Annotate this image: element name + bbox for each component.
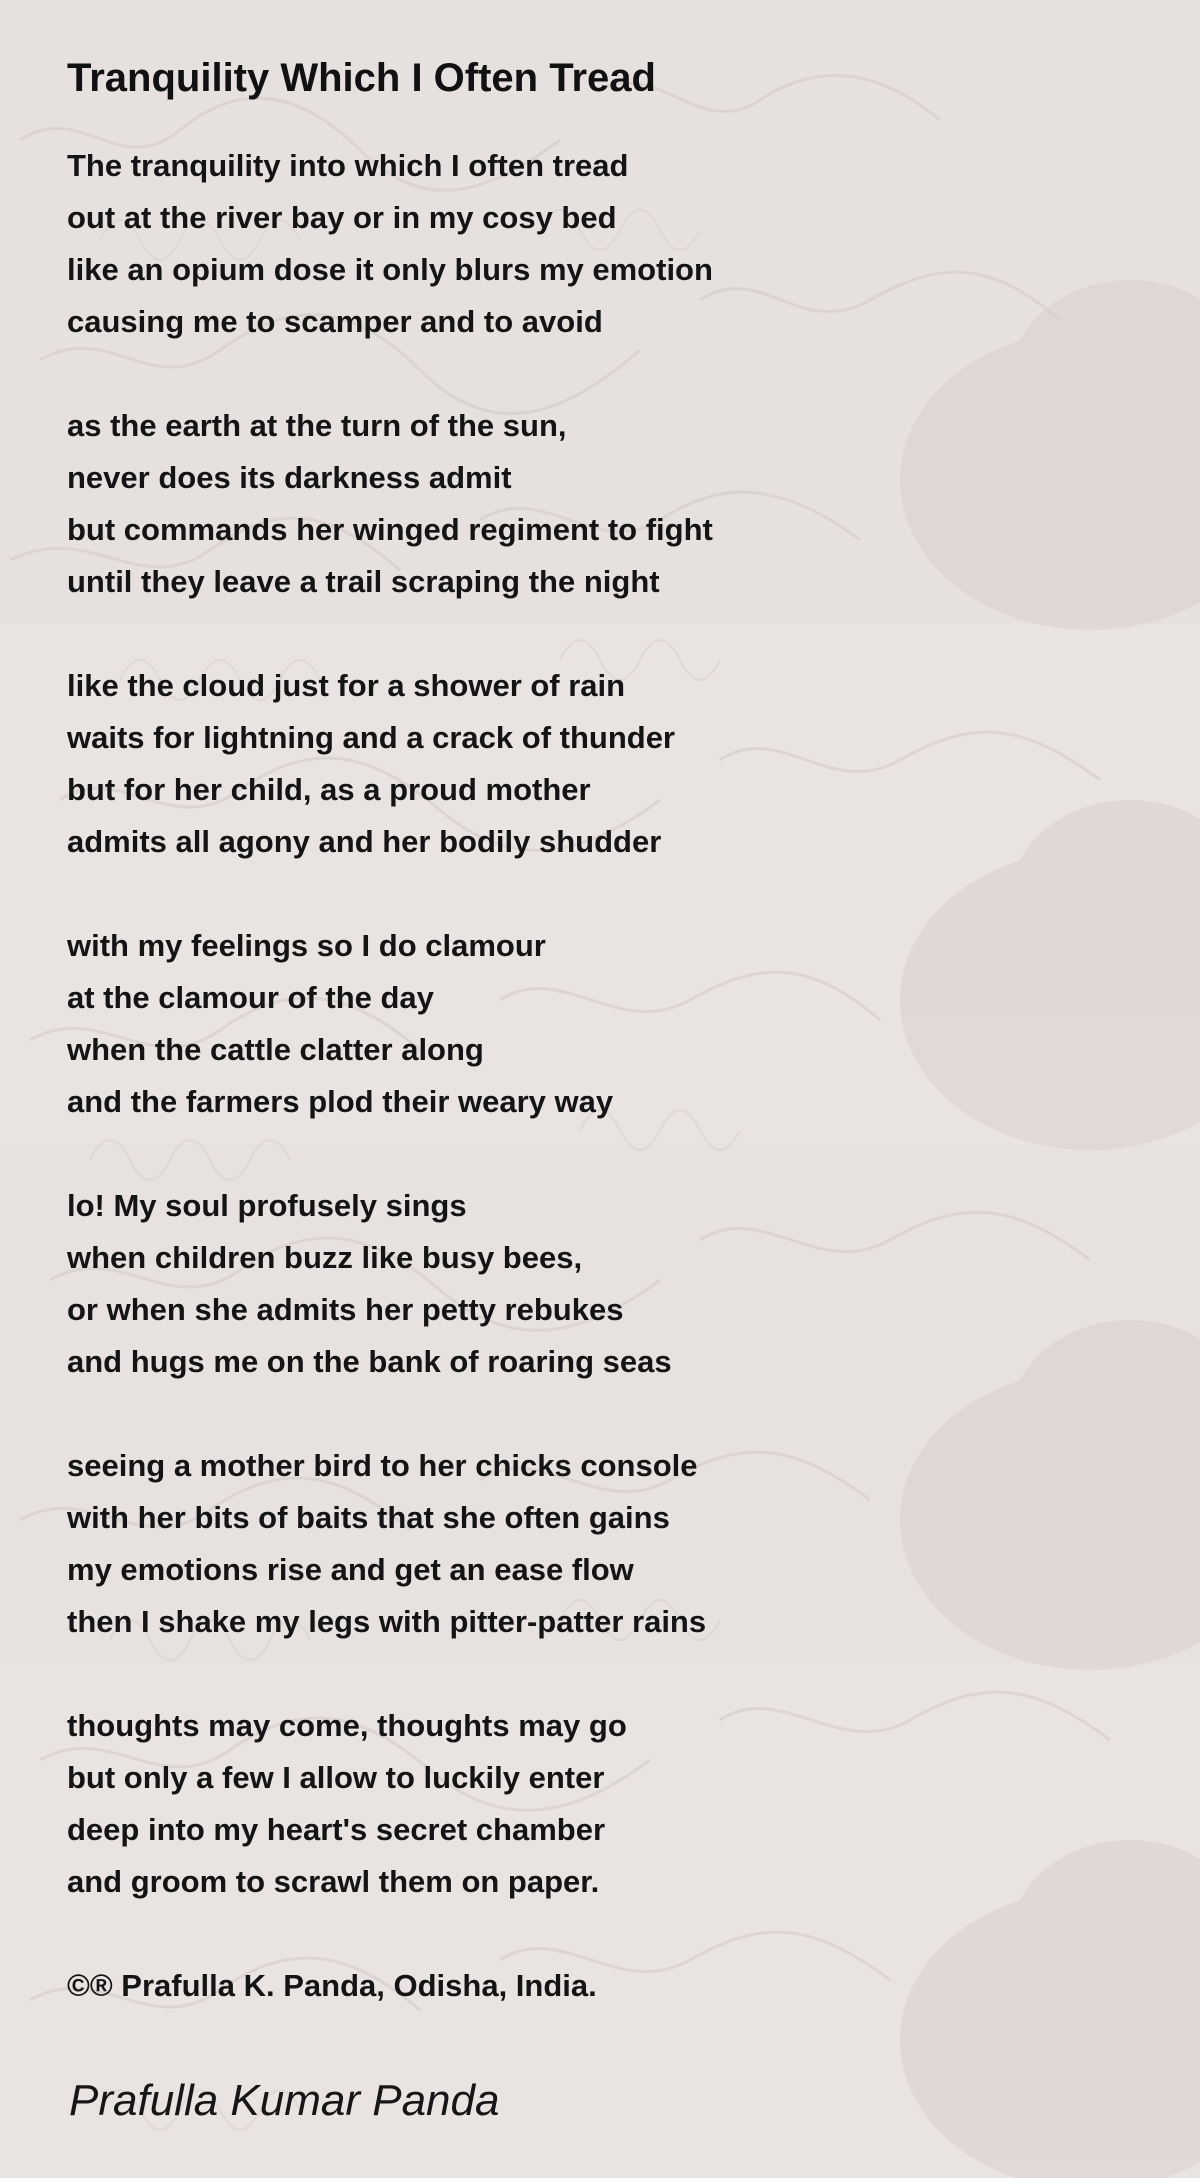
poem-line: until they leave a trail scraping the night <box>67 564 660 599</box>
poem-line: my emotions rise and get an ease flow <box>67 1552 634 1587</box>
poem-line: lo! My soul profusely sings <box>67 1188 467 1223</box>
poem-line: at the clamour of the day <box>67 980 434 1015</box>
poem-line: and groom to scrawl them on paper. <box>67 1864 600 1899</box>
stanza <box>67 660 1127 868</box>
poem-line: when children buzz like busy bees, <box>67 1240 583 1275</box>
author-name: Prafulla Kumar Panda <box>69 2076 500 2125</box>
poem-line: and the farmers plod their weary way <box>67 1084 614 1119</box>
poem-line: as the earth at the turn of the sun, <box>67 408 567 443</box>
poem-line: like an opium dose it only blurs my emotion <box>67 252 713 287</box>
poem-line: out at the river bay or in my cosy bed <box>67 200 617 235</box>
stanza <box>67 140 1127 348</box>
stanza <box>67 1440 1127 1648</box>
poem-line: but only a few I allow to luckily enter <box>67 1760 605 1795</box>
stanza <box>67 920 1127 1128</box>
poem-title: Tranquility Which I Often Tread <box>67 56 656 100</box>
poem-line: The tranquility into which I often tread <box>67 148 629 183</box>
poem-line: with my feelings so I do clamour <box>67 928 546 963</box>
poem-line: and hugs me on the bank of roaring seas <box>67 1344 672 1379</box>
poem-line: like the cloud just for a shower of rain <box>67 668 626 703</box>
poem-line: waits for lightning and a crack of thunder <box>67 720 675 755</box>
poem-line: but for her child, as a proud mother <box>67 772 591 807</box>
poem-line: when the cattle clatter along <box>67 1032 484 1067</box>
stanza <box>67 400 1127 608</box>
copyright-notice: ©® Prafulla K. Panda, Odisha, India. <box>67 1968 597 2003</box>
poem-line: then I shake my legs with pitter-patter rains <box>67 1604 707 1639</box>
poem-line: never does its darkness admit <box>67 460 512 495</box>
poem-container <box>67 48 1127 2012</box>
poem-line: or when she admits her petty rebukes <box>67 1292 624 1327</box>
poem-line: with her bits of baits that she often gains <box>67 1500 670 1535</box>
poem-line: seeing a mother bird to her chicks console <box>67 1448 698 1483</box>
poem-line: admits all agony and her bodily shudder <box>67 824 662 859</box>
poem-line: thoughts may come, thoughts may go <box>67 1708 627 1743</box>
poem-line: deep into my heart's secret chamber <box>67 1812 606 1847</box>
poem-line: but commands her winged regiment to fight <box>67 512 713 547</box>
stanza <box>67 1180 1127 1388</box>
stanza <box>67 1700 1127 1908</box>
poem-line: causing me to scamper and to avoid <box>67 304 603 339</box>
